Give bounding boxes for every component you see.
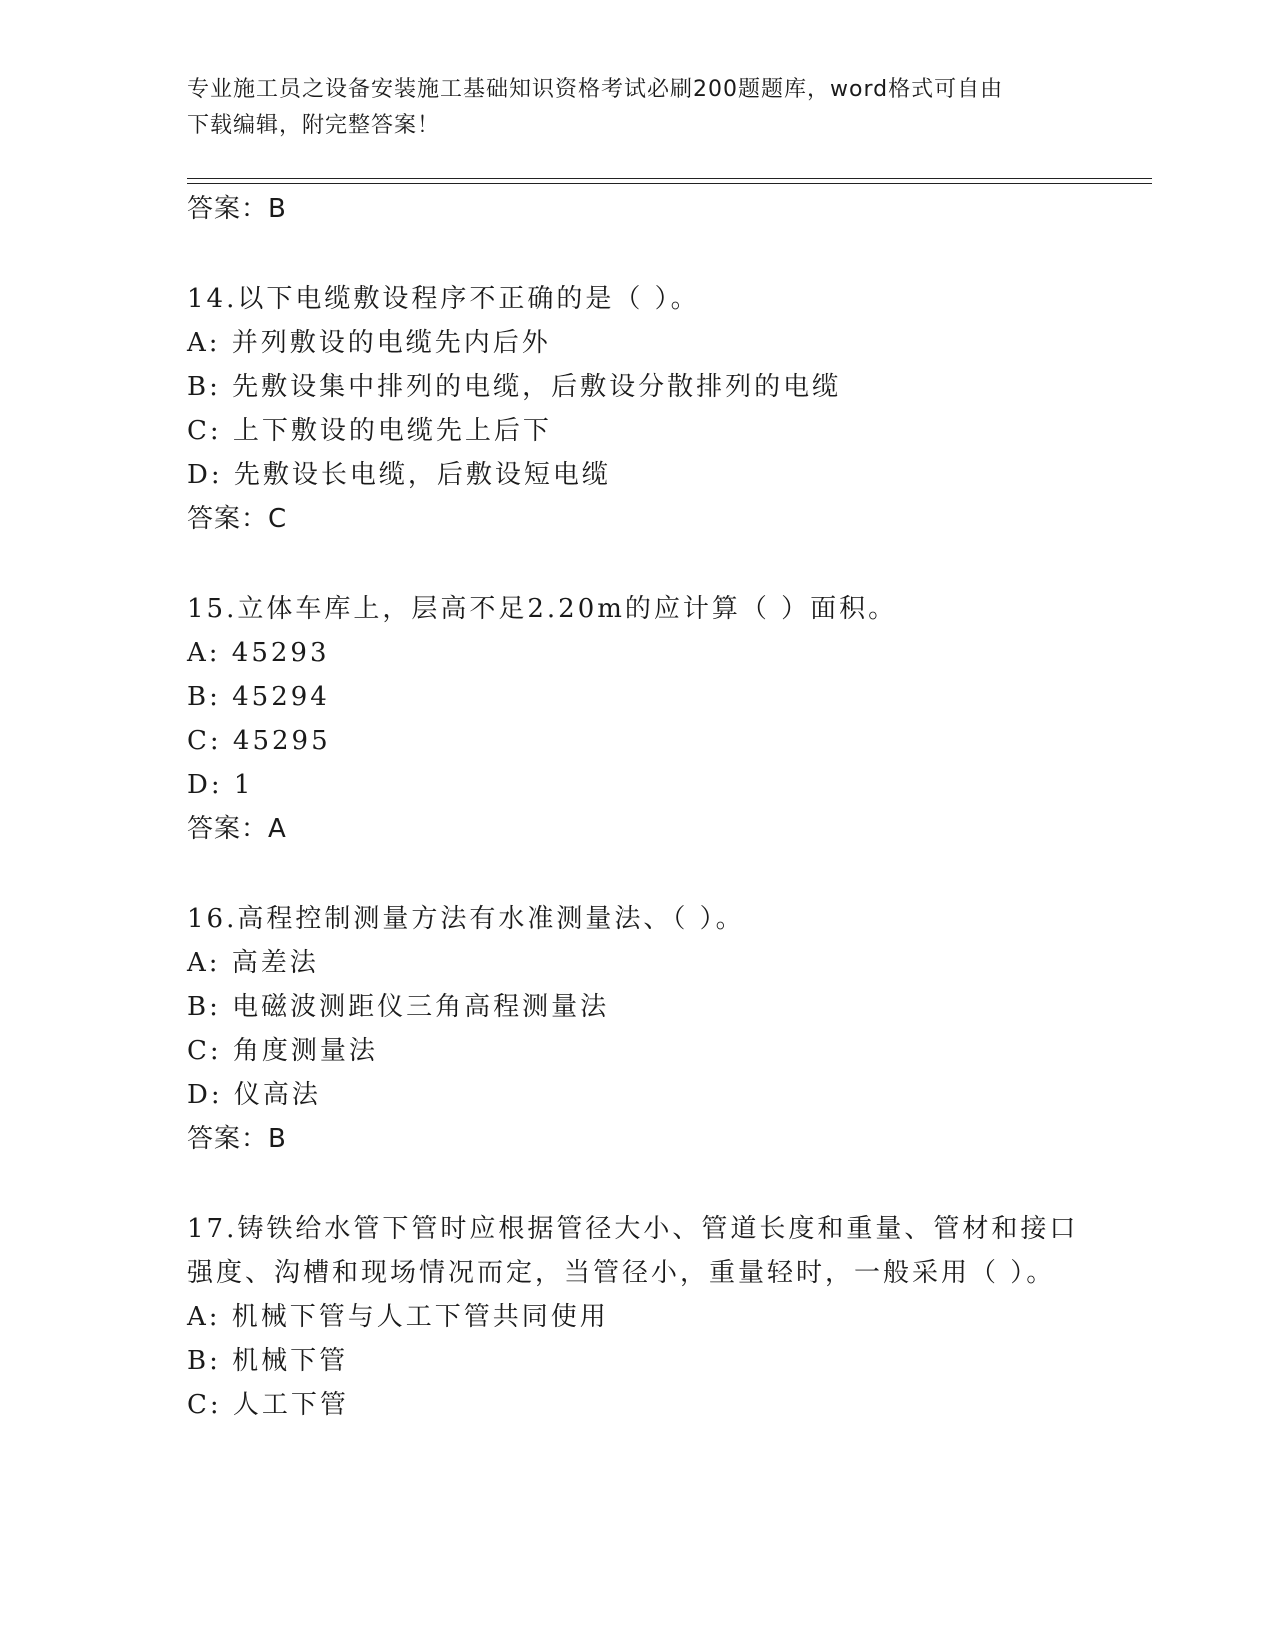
question-17-stem-line-2: 强度、沟槽和现场情况而定，当管径小，重量轻时，一般采用（ ）。 bbox=[187, 1258, 1056, 1288]
header-divider-bottom bbox=[187, 183, 1152, 184]
question-14-answer: 答案：C bbox=[187, 504, 288, 534]
question-16-option-b: B: 电磁波测距仪三角高程测量法 bbox=[187, 992, 610, 1022]
question-16-stem: 16.高程控制测量方法有水准测量法、（ ）。 bbox=[187, 904, 745, 934]
question-16-option-d: D: 仪高法 bbox=[187, 1080, 321, 1110]
question-14-option-c: C: 上下敷设的电缆先上后下 bbox=[187, 416, 552, 446]
question-15-option-b: B: 45294 bbox=[187, 682, 330, 712]
question-17-option-c: C: 人工下管 bbox=[187, 1390, 349, 1420]
question-15-option-d: D: 1 bbox=[187, 770, 254, 800]
question-16-option-a: A: 高差法 bbox=[187, 948, 319, 978]
question-16-option-c: C: 角度测量法 bbox=[187, 1036, 378, 1066]
question-14-option-b: B: 先敷设集中排列的电缆，后敷设分散排列的电缆 bbox=[187, 372, 842, 402]
document-header bbox=[187, 72, 1087, 144]
header-divider-top bbox=[187, 178, 1152, 179]
header-title-line-1: 专业施工员之设备安装施工基础知识资格考试必刷200题题库，word格式可自由 bbox=[187, 77, 1004, 102]
previous-answer: 答案：B bbox=[187, 194, 287, 224]
header-title-line-2: 下载编辑，附完整答案！ bbox=[187, 113, 441, 138]
question-16-answer: 答案：B bbox=[187, 1124, 287, 1154]
question-15-stem: 15.立体车库上，层高不足2.20m的应计算（ ）面积。 bbox=[187, 594, 898, 624]
question-14-stem: 14.以下电缆敷设程序不正确的是（ ）。 bbox=[187, 284, 700, 314]
question-15-option-c: C: 45295 bbox=[187, 726, 331, 756]
question-17-stem-line-1: 17.铸铁给水管下管时应根据管径大小、管道长度和重量、管材和接口 bbox=[187, 1214, 1079, 1244]
question-14-option-a: A: 并列敷设的电缆先内后外 bbox=[187, 328, 551, 358]
question-15-answer: 答案：A bbox=[187, 814, 287, 844]
question-17-option-a: A: 机械下管与人工下管共同使用 bbox=[187, 1302, 609, 1332]
question-15-option-a: A: 45293 bbox=[187, 638, 330, 668]
question-17-option-b: B: 机械下管 bbox=[187, 1346, 349, 1376]
question-14-option-d: D: 先敷设长电缆，后敷设短电缆 bbox=[187, 460, 611, 490]
